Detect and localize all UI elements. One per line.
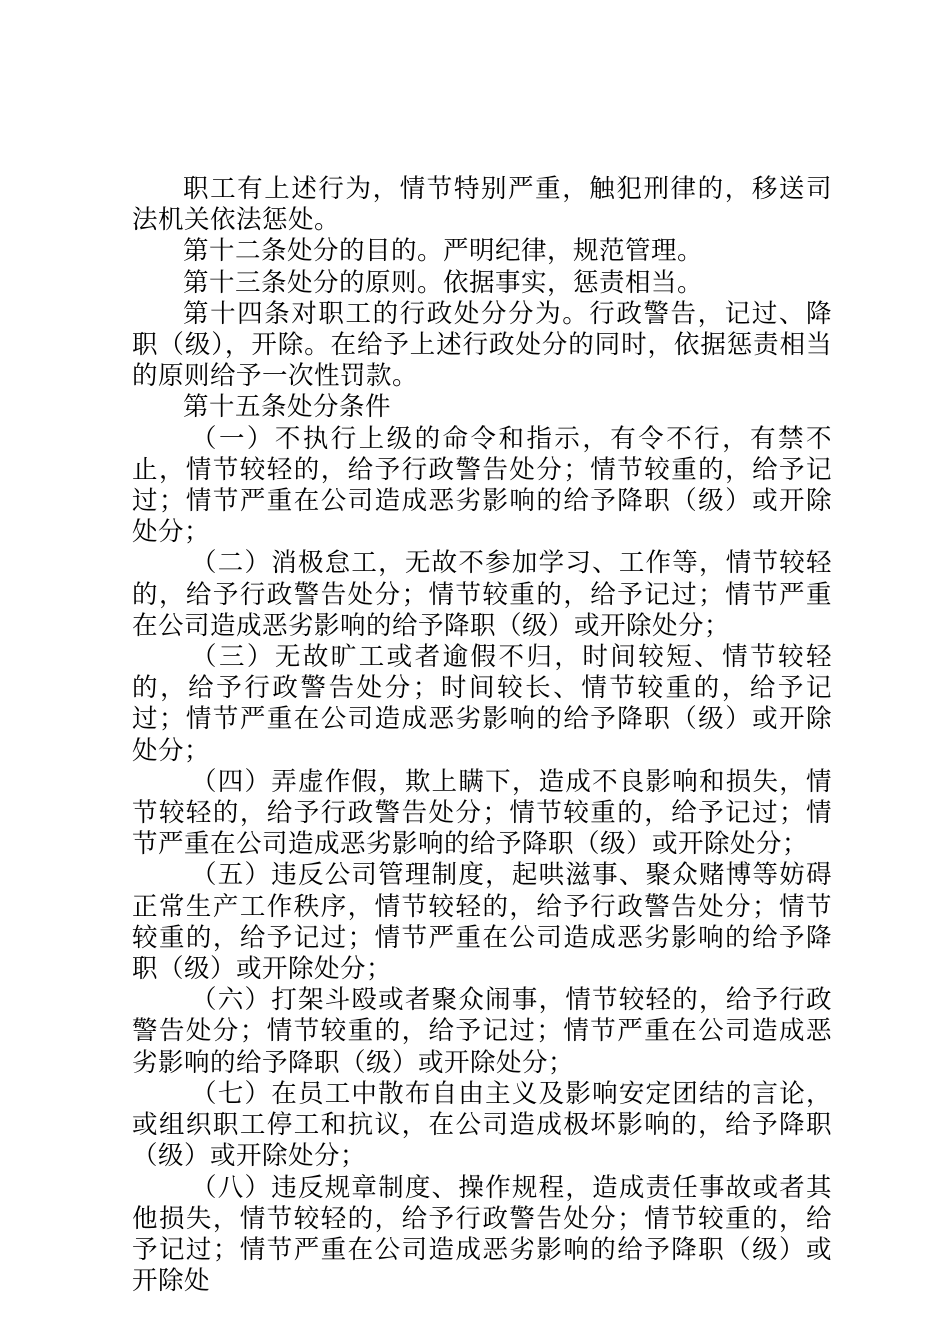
paragraph-article-14: 第十四条对职工的行政处分分为。行政警告，记过、降职（级），开除。在给予上述行政处分的同时，依据惩责相当的原则给予一次性罚款。 — [132, 298, 832, 392]
paragraph-item-1: （一）不执行上级的命令和指示，有令不行，有禁不止，情节较轻的，给予行政警告处分；情节较重的，给予记过；情节严重在公司造成恶劣影响的给予降职（级）或开除处分； — [132, 423, 832, 548]
paragraph-item-2: （二）消极怠工，无故不参加学习、工作等，情节较轻的，给予行政警告处分；情节较重的，给予记过；情节严重在公司造成恶劣影响的给予降职（级）或开除处分； — [132, 548, 832, 641]
paragraph-item-6: （六）打架斗殴或者聚众闹事，情节较轻的，给予行政警告处分；情节较重的，给予记过；情节严重在公司造成恶劣影响的给予降职（级）或开除处分； — [132, 985, 832, 1078]
paragraph-item-4: （四）弄虚作假，欺上瞒下，造成不良影响和损失，情节较轻的，给予行政警告处分；情节较重的，给予记过；情节严重在公司造成恶劣影响的给予降职（级）或开除处分； — [132, 766, 832, 860]
paragraph-criminal-referral: 职工有上述行为，情节特别严重，触犯刑律的，移送司法机关依法惩处。 — [132, 174, 832, 236]
paragraph-item-3: （三）无故旷工或者逾假不归，时间较短、情节较轻的，给予行政警告处分；时间较长、情节较重的，给予记过；情节严重在公司造成恶劣影响的给予降职（级）或开除处分； — [132, 642, 832, 766]
paragraph-article-12: 第十二条处分的目的。严明纪律，规范管理。 — [183, 236, 704, 267]
paragraph-item-8: （八）违反规章制度、操作规程，造成责任事故或者其他损失，情节较轻的，给予行政警告处分；情节较重的，给予记过；情节严重在公司造成恶劣影响的给予降职（级）或开除处 — [132, 1172, 832, 1297]
paragraph-item-5: （五）违反公司管理制度，起哄滋事、聚众赌博等妨碍正常生产工作秩序，情节较轻的，给予行政警告处分；情节较重的，给予记过；情节严重在公司造成恶劣影响的给予降职（级）或开除处分； — [132, 860, 832, 985]
paragraph-article-13: 第十三条处分的原则。依据事实，惩责相当。 — [183, 267, 704, 298]
paragraph-item-7: （七）在员工中散布自由主义及影响安定团结的言论，或组织职工停工和抗议，在公司造成极坏影响的，给予降职（级）或开除处分； — [132, 1078, 832, 1172]
paragraph-article-15: 第十五条处分条件 — [183, 392, 392, 423]
document-body — [132, 174, 832, 1297]
